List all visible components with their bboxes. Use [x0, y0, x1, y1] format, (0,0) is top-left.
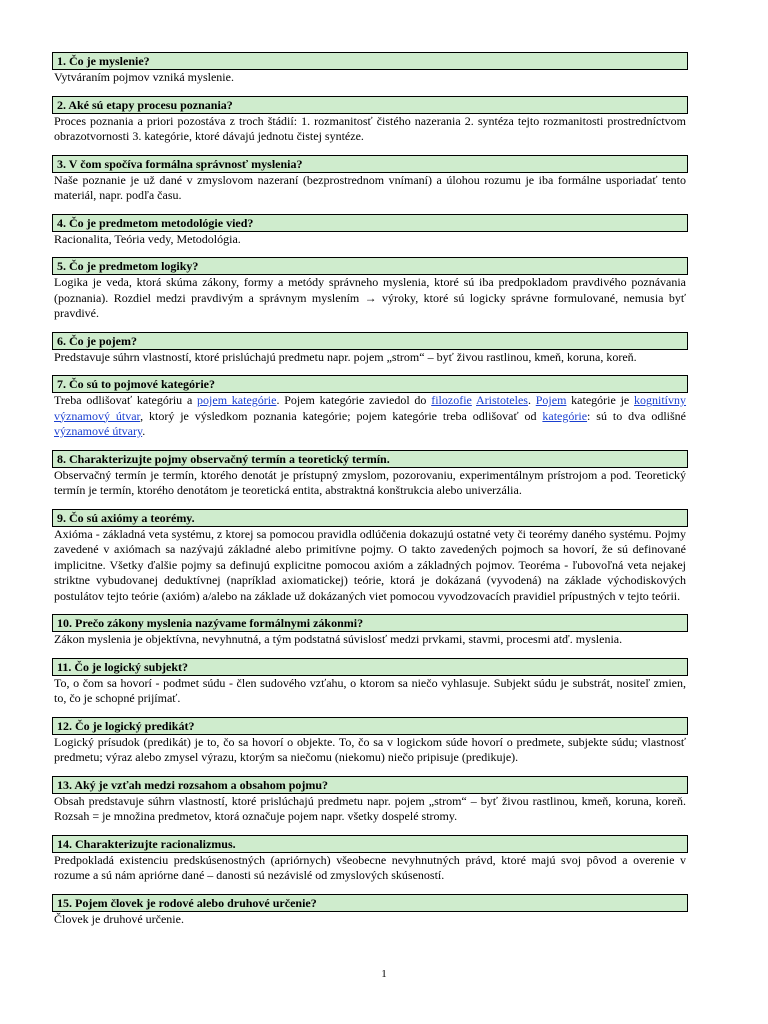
answer-text: [52, 393, 688, 440]
answer-segment: kategórie je: [566, 393, 634, 407]
link-pojem[interactable]: Pojem: [535, 393, 567, 407]
question-heading: 8. Charakterizujte pojmy observačný termín a teoretický termín.: [52, 450, 688, 468]
answer-segment: .: [142, 424, 146, 438]
answer-text: Obsah predstavuje súhrn vlastností, ktoré prislúchajú predmetu napr. pojem „strom“ – byť živou rastlinou, kmeň, koruna, koreň. Rozsah = je množina predmetov, ktorá označuje pojem napr. všetky dospelé stromy.: [54, 793, 686, 823]
answer-text: Axióma - základná veta systému, z ktorej sa pomocou pravidla odlúčenia dokazujú ostatné vety či teorémy daného systému. Pojmy zavedené v axiómach sa nazývajú základné alebo primitívne pojmy. O takto zavedených pojmoch sa hovorí, že sú definované implicitne. Všetky ďalšie pojmy sa definujú explicitne pomocou axióm a základných pojmov. Teoréma - ľubovoľná veta nejakej striktne vybudovanej deduktívnej (napríklad axiomatickej) teórie, ktorá je dokázaná (vyvodená) na základe východiskových postulátov tejto teórie (axióm) a/alebo na základe už dokázaných viet pomocou vyvodzovacích pravidiel prípustných v tejto teórii.: [54, 526, 686, 603]
page-number: 1: [381, 968, 387, 980]
answer-text: Naše poznanie je už dané v zmyslovom nazeraní (bezprostrednom vnímaní) a úlohou rozumu je iba formálne usporiadať tento materiál, napr. podľa času.: [54, 172, 686, 202]
answer-text: Logika je veda, ktorá skúma zákony, formy a metódy správneho myslenia, ktoré sú iba predpokladom pravdivého poznávania (poznania). Rozdiel medzi pravdivým a správnym myslením → výroky, ktoré sú logicky správne formulované, nemusia byť pravdivé.: [54, 275, 686, 320]
answer-segment: .: [527, 393, 536, 407]
qa-item-9: [52, 509, 688, 605]
qa-item-12: [52, 717, 688, 766]
answer-segment: . Pojem kategórie zaviedol do: [276, 393, 432, 407]
qa-item-5: [52, 257, 688, 322]
question-heading: 3. V čom spočíva formálna správnosť myslenia?: [52, 155, 688, 173]
qa-item-2: [52, 96, 688, 145]
answer-text: Zákon myslenia je objektívna, nevyhnutná, a tým podstatná súvislosť medzi prvkami, stavmi, procesmi atď. myslenia.: [54, 632, 623, 646]
question-heading: 7. Čo sú to pojmové kategórie?: [52, 375, 688, 393]
question-heading: 4. Čo je predmetom metodológie vied?: [52, 214, 688, 232]
link-kognitivny-vyznamovy-utvar[interactable]: kognitívny významový útvar: [54, 393, 687, 423]
link-pojem-kategorie[interactable]: pojem kategórie: [197, 393, 277, 407]
question-heading: 15. Pojem človek je rodové alebo druhové určenie?: [52, 894, 688, 912]
qa-item-13: [52, 776, 688, 825]
question-heading: 2. Aké sú etapy procesu poznania?: [52, 96, 688, 114]
link-kategorie[interactable]: kategórie: [542, 408, 588, 423]
qa-item-14: [52, 835, 688, 884]
question-heading: 6. Čo je pojem?: [52, 332, 688, 350]
qa-item-15: [52, 894, 688, 928]
answer-text: Vytváraním pojmov vzniká myslenie.: [54, 70, 234, 84]
qa-item-10: [52, 614, 688, 648]
qa-item-1: [52, 52, 688, 86]
qa-item-11: [52, 658, 688, 707]
question-heading: 9. Čo sú axiómy a teorémy.: [52, 509, 688, 527]
answer-text: To, o čom sa hovorí - podmet súdu - člen sudového vzťahu, o ktorom sa niečo vyhlasuje. Subjekt súdu je substrát, nositeľ zmien, to, čo je schopné prijímať.: [54, 675, 686, 705]
answer-segment: Treba odlišovať kategóriu a: [54, 393, 198, 407]
qa-item-8: [52, 450, 688, 499]
answer-segment: : sú to dva odlišné: [587, 408, 686, 423]
qa-item-6: [52, 332, 688, 366]
qa-item-7: [52, 375, 688, 440]
answer-text: Proces poznania a priori pozostáva z troch štádií: 1. rozmanitosť čistého nazerania 2. syntéza tejto rozmanitosti prostredníctvom obrazotvornosti 3. kategórie, ktoré dávajú jednotu čistej syntéze.: [54, 113, 686, 143]
answer-text: Logický prísudok (predikát) je to, čo sa hovorí o objekte. To, čo sa v logickom súde hovorí o predmete, subjekte súdu; vlastnosť predmetu; výraz alebo zmysel výrazu, ktorým sa niečomu (niekomu) niečo pripisuje (predikuje).: [54, 734, 686, 764]
answer-text: Predstavuje súhrn vlastností, ktoré prislúchajú predmetu napr. pojem „strom“ – byť živou rastlinou, kmeň, koruna, koreň.: [54, 349, 637, 364]
answer-segment: , ktorý je výsledkom poznania kategórie; pojem kategórie treba odlišovať od: [140, 408, 543, 423]
document-body: [52, 52, 688, 937]
answer-text: Človek je druhové určenie.: [54, 911, 184, 926]
link-aristoteles[interactable]: Aristoteles: [475, 393, 528, 407]
link-vyznamove-utvary[interactable]: významové útvary: [54, 424, 143, 438]
answer-text: Predpokladá existenciu predskúsenostných (apriórnych) všeobecne nevyhnutných právd, ktoré majú svoj pôvod a overenie v rozume a sú nám apriórne dané – danosti sú nezávislé od zmyslových skúseností.: [54, 852, 686, 882]
qa-item-3: [52, 155, 688, 204]
question-heading: 12. Čo je logický predikát?: [52, 717, 688, 735]
answer-text: Observačný termín je termín, ktorého denotát je prístupný zmyslom, pozorovaniu, experimentálnym prístrojom a pod. Teoretický termín je termín, ktorého denotátom je teoretická entita, abstraktná konštrukcia alebo univerzália.: [54, 467, 686, 497]
qa-item-4: [52, 214, 688, 248]
link-filozofie[interactable]: filozofie: [431, 393, 472, 407]
question-heading: 14. Charakterizujte racionalizmus.: [52, 835, 688, 853]
question-heading: 1. Čo je myslenie?: [52, 52, 688, 70]
question-heading: 13. Aký je vzťah medzi rozsahom a obsahom pojmu?: [52, 776, 688, 794]
question-heading: 11. Čo je logický subjekt?: [52, 658, 688, 676]
answer-text: Racionalita, Teória vedy, Metodológia.: [54, 231, 241, 246]
question-heading: 5. Čo je predmetom logiky?: [52, 257, 688, 275]
question-heading: 10. Prečo zákony myslenia nazývame formálnymi zákonmi?: [52, 614, 688, 632]
